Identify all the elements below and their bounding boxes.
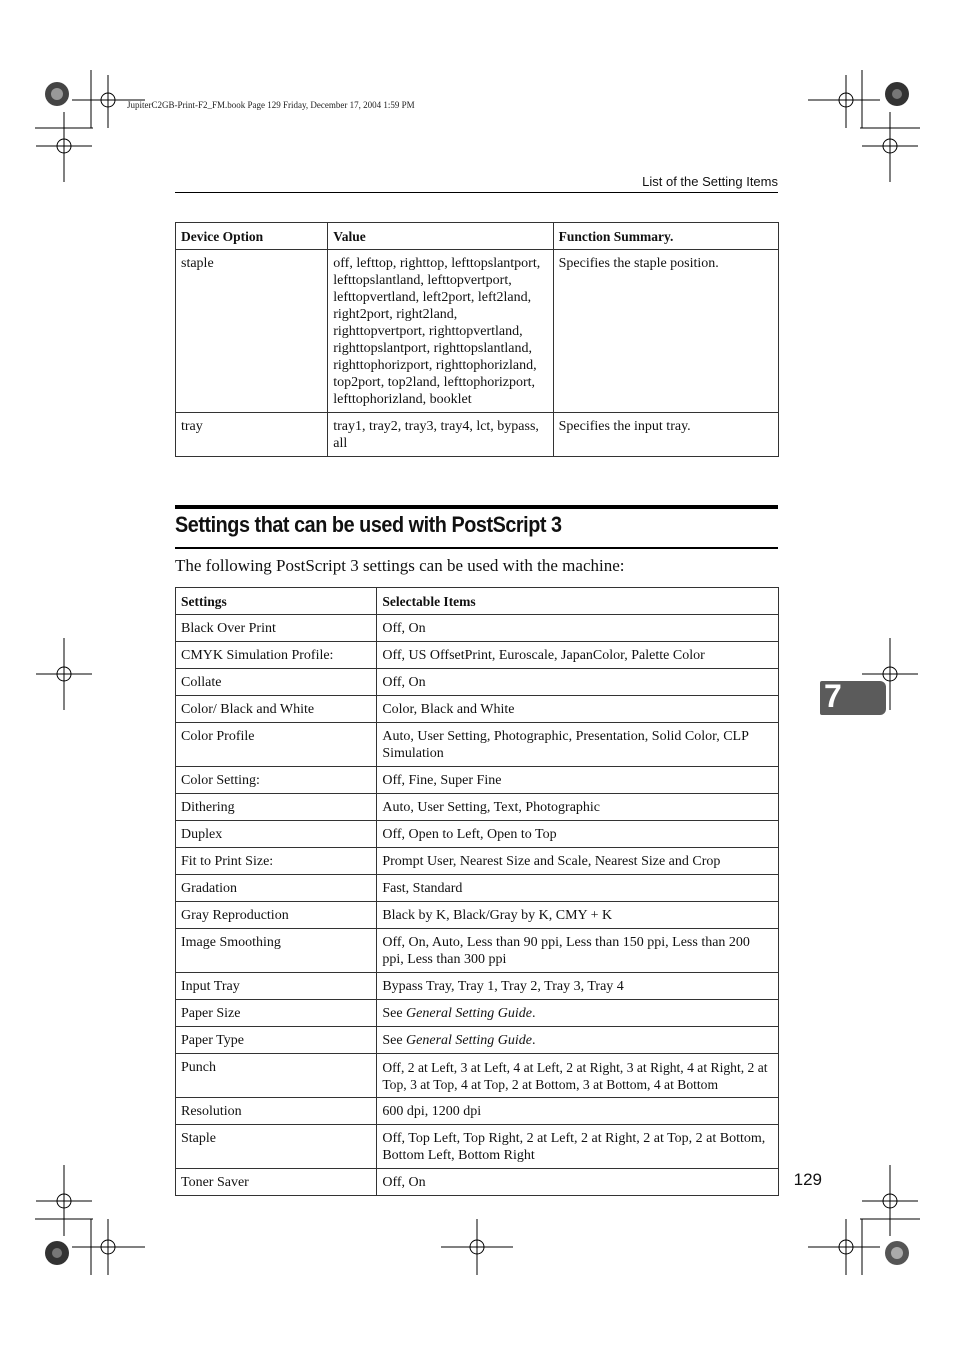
- running-title: List of the Setting Items: [642, 174, 778, 189]
- section-heading: Settings that can be used with PostScript 3: [175, 512, 562, 537]
- setting-cell: Gray Reproduction: [176, 902, 377, 929]
- setting-cell: Duplex: [176, 821, 377, 848]
- column-header: Value: [328, 223, 553, 250]
- items-cell: Off, US OffsetPrint, Euroscale, JapanColor, Palette Color: [377, 642, 779, 669]
- table-row: [176, 767, 779, 794]
- page-number: 129: [793, 1170, 822, 1189]
- setting-cell: Staple: [176, 1125, 377, 1169]
- items-cell: Off, On: [377, 1169, 779, 1196]
- value-cell: off, lefttop, righttop, lefttopslantport, lefttopslantland, lefttopvertport, lefttopvertland, left2port, left2land, right2port, right2land, righttopvertport, righttopvertland, righttopslantport, righttopslantland, righttophorizport, righttophorizland, top2port, top2land, lefttophorizport, lefttophorizland, booklet: [328, 250, 553, 413]
- items-cell: Off, On: [377, 669, 779, 696]
- items-prefix: See: [382, 1006, 407, 1021]
- table-row: [176, 1000, 779, 1027]
- setting-cell: Input Tray: [176, 973, 377, 1000]
- setting-cell: Paper Size: [176, 1000, 377, 1027]
- table-row: [176, 696, 779, 723]
- setting-cell: CMYK Simulation Profile:: [176, 642, 377, 669]
- items-suffix: .: [532, 1033, 536, 1048]
- items-cell: Off, Top Left, Top Right, 2 at Left, 2 at Right, 2 at Top, 2 at Bottom, Bottom Left, Bottom Right: [377, 1125, 779, 1169]
- setting-cell: Dithering: [176, 794, 377, 821]
- items-cell: Off, Open to Left, Open to Top: [377, 821, 779, 848]
- section-bottom-rule: [175, 547, 778, 549]
- setting-cell: Paper Type: [176, 1027, 377, 1054]
- column-header: Selectable Items: [377, 588, 779, 615]
- setting-cell: Black Over Print: [176, 615, 377, 642]
- table-row: [176, 250, 779, 413]
- items-cell: [377, 1000, 779, 1027]
- table-header-row: [176, 223, 779, 250]
- table-row: [176, 413, 779, 457]
- table-row: [176, 1054, 779, 1098]
- summary-cell: Specifies the staple position.: [553, 250, 778, 413]
- device-option-cell: staple: [176, 250, 328, 413]
- chapter-tab: [820, 678, 886, 715]
- table-row: [176, 642, 779, 669]
- table-row: [176, 875, 779, 902]
- device-option-table: [175, 222, 779, 457]
- setting-cell: Image Smoothing: [176, 929, 377, 973]
- items-cell: Prompt User, Nearest Size and Scale, Nearest Size and Crop: [377, 848, 779, 875]
- table-row: [176, 794, 779, 821]
- table-row: [176, 669, 779, 696]
- items-cell: Auto, User Setting, Photographic, Presentation, Solid Color, CLP Simulation: [377, 723, 779, 767]
- table-row: [176, 1169, 779, 1196]
- setting-cell: Resolution: [176, 1098, 377, 1125]
- items-cell: Off, Fine, Super Fine: [377, 767, 779, 794]
- table-row: [176, 723, 779, 767]
- table-row: [176, 1027, 779, 1054]
- items-cell: Off, On: [377, 615, 779, 642]
- items-cell: Fast, Standard: [377, 875, 779, 902]
- table-header-row: [176, 588, 779, 615]
- table-row: [176, 848, 779, 875]
- items-suffix: .: [532, 1006, 536, 1021]
- items-cell: Off, 2 at Left, 3 at Left, 4 at Left, 2 at Right, 3 at Right, 4 at Right, 2 at Top, 3 at Top, 4 at Top, 2 at Bottom, 3 at Bottom, 4 at Bottom: [377, 1054, 779, 1098]
- table-row: [176, 1125, 779, 1169]
- items-cell: Bypass Tray, Tray 1, Tray 2, Tray 3, Tray 4: [377, 973, 779, 1000]
- items-cell: [377, 1027, 779, 1054]
- file-info-header: JupiterC2GB-Print-F2_FM.book Page 129 Friday, December 17, 2004 1:59 PM: [127, 100, 415, 110]
- table-row: [176, 929, 779, 973]
- column-header: Function Summary.: [553, 223, 778, 250]
- table-row: [176, 902, 779, 929]
- setting-cell: Fit to Print Size:: [176, 848, 377, 875]
- items-cell: Off, On, Auto, Less than 90 ppi, Less than 150 ppi, Less than 200 ppi, Less than 300 ppi: [377, 929, 779, 973]
- items-prefix: See: [382, 1033, 407, 1048]
- table-row: [176, 973, 779, 1000]
- setting-cell: Punch: [176, 1054, 377, 1098]
- guide-reference: General Setting Guide: [406, 1006, 533, 1021]
- items-cell: Color, Black and White: [377, 696, 779, 723]
- setting-cell: Toner Saver: [176, 1169, 377, 1196]
- setting-cell: Color/ Black and White: [176, 696, 377, 723]
- summary-cell: Specifies the input tray.: [553, 413, 778, 457]
- setting-cell: Color Profile: [176, 723, 377, 767]
- items-cell: Auto, User Setting, Text, Photographic: [377, 794, 779, 821]
- table-row: [176, 1098, 779, 1125]
- guide-reference: General Setting Guide: [406, 1033, 533, 1048]
- setting-cell: Color Setting:: [176, 767, 377, 794]
- column-header: Settings: [176, 588, 377, 615]
- items-cell: Black by K, Black/Gray by K, CMY + K: [377, 902, 779, 929]
- postscript-settings-table: [175, 587, 779, 1196]
- header-rule: [175, 192, 778, 193]
- chapter-number: 7: [824, 678, 842, 714]
- section-intro: The following PostScript 3 settings can be used with the machine:: [175, 556, 625, 575]
- column-header: Device Option: [176, 223, 328, 250]
- setting-cell: Collate: [176, 669, 377, 696]
- device-option-cell: tray: [176, 413, 328, 457]
- value-cell: tray1, tray2, tray3, tray4, lct, bypass, all: [328, 413, 553, 457]
- setting-cell: Gradation: [176, 875, 377, 902]
- items-cell: 600 dpi, 1200 dpi: [377, 1098, 779, 1125]
- table-row: [176, 821, 779, 848]
- section-top-rule: [175, 505, 778, 509]
- table-row: [176, 615, 779, 642]
